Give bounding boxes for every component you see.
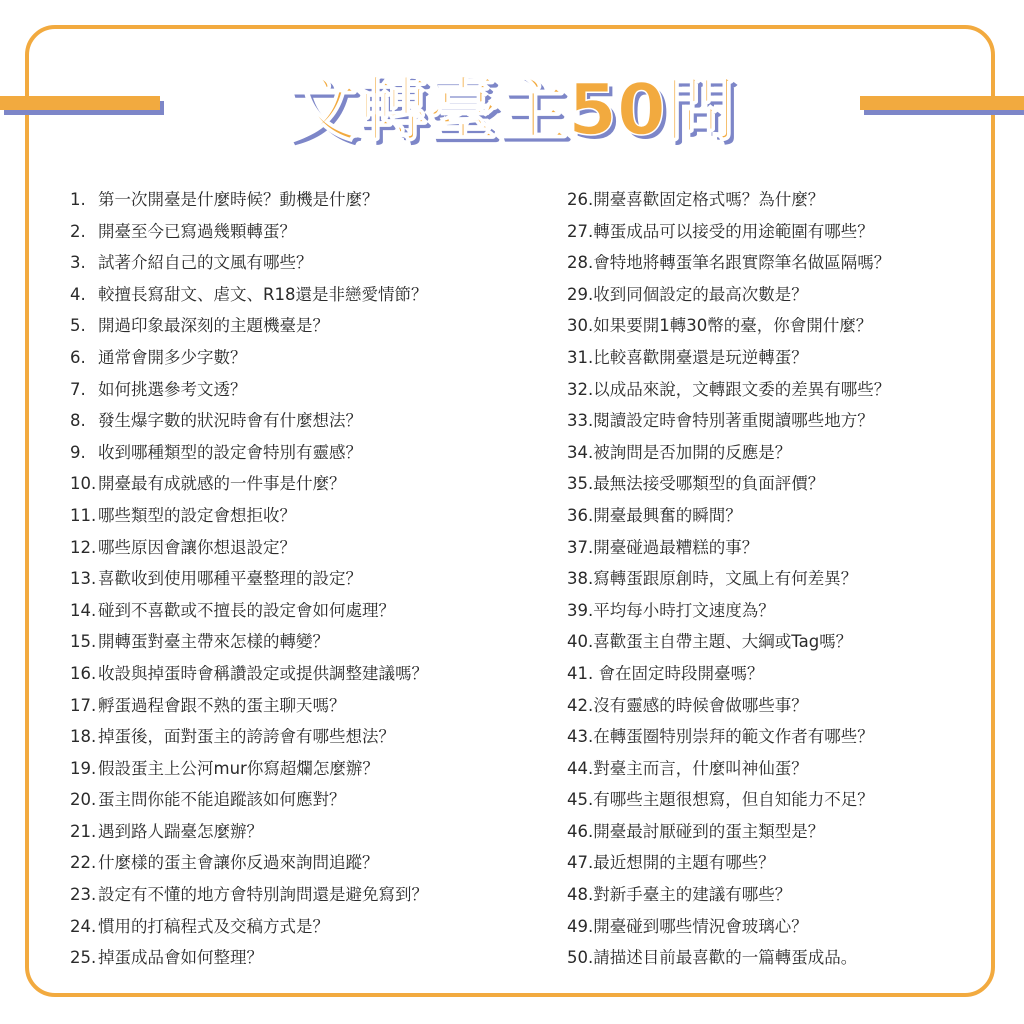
question-number: 41. (567, 663, 594, 683)
question-text: 對新手臺主的建議有哪些？ (593, 885, 792, 905)
question-text: 在轉蛋圈特別崇拜的範文作者有哪些？ (593, 727, 874, 747)
question-text: 以成品來說，文轉跟文委的差異有哪些？ (593, 379, 891, 399)
question-number: 21. (70, 821, 97, 841)
question-number: 27. (567, 221, 594, 241)
question-list-right (567, 184, 987, 974)
question-item (567, 721, 987, 753)
question-text: 哪些類型的設定會想拒收？ (98, 505, 296, 525)
question-item (567, 247, 987, 279)
question-text: 如何挑選參考文透？ (98, 379, 247, 399)
question-item (567, 847, 987, 879)
question-text: 被詢問是否加開的反應是？ (593, 442, 792, 462)
question-text: 第一次開臺是什麼時候？動機是什麼？ (98, 190, 379, 209)
question-number: 14. (70, 600, 97, 620)
question-number: 44. (567, 758, 594, 778)
question-text: 遇到路人踹臺怎麼辦？ (98, 821, 263, 841)
question-text: 轉蛋成品可以接受的用途範圍有哪些？ (593, 221, 874, 241)
question-text: 試著介紹自己的文風有哪些？ (98, 253, 313, 273)
question-number: 11. (70, 505, 97, 525)
question-number: 9. (70, 442, 86, 462)
question-text: 哪些原因會讓你想退設定？ (98, 537, 296, 557)
question-item (70, 595, 510, 627)
question-item (70, 279, 510, 311)
question-item (70, 911, 510, 943)
question-item (70, 405, 510, 437)
question-item (567, 690, 987, 722)
question-text: 設定有不懂的地方會特別詢問還是避免寫到？ (98, 885, 428, 905)
question-item (567, 279, 987, 311)
question-number: 3. (70, 253, 86, 273)
question-number: 32. (567, 379, 594, 399)
question-number: 39. (567, 600, 594, 620)
question-number: 40. (567, 632, 594, 652)
question-item (567, 784, 987, 816)
question-item (567, 500, 987, 532)
question-text: 對臺主而言，什麼叫神仙蛋？ (593, 758, 808, 778)
question-item (567, 342, 987, 374)
question-item (70, 626, 510, 658)
question-item (567, 216, 987, 248)
question-item (70, 690, 510, 722)
question-item (70, 310, 510, 342)
question-number: 7. (70, 379, 86, 399)
question-text: 掉蛋後，面對蛋主的誇誇會有哪些想法？ (98, 727, 395, 747)
question-item (567, 437, 987, 469)
question-text: 收到同個設定的最高次數是？ (593, 284, 808, 304)
question-number: 2. (70, 221, 86, 241)
question-text: 開臺碰過最糟糕的事？ (593, 537, 759, 557)
question-number: 45. (567, 790, 594, 810)
question-text: 慣用的打稿程式及交稿方式是？ (98, 916, 329, 936)
question-number: 29. (567, 284, 594, 304)
question-number: 10. (70, 474, 97, 494)
question-item (70, 879, 510, 911)
question-text: 最無法接受哪類型的負面評價？ (593, 474, 825, 494)
question-number: 24. (70, 916, 97, 936)
question-text: 開臺最有成就感的一件事是什麼？ (98, 474, 346, 494)
question-number: 35. (567, 474, 594, 494)
question-item (70, 816, 510, 848)
question-item (70, 847, 510, 879)
question-text: 有哪些主題很想寫，但自知能力不足？ (593, 790, 874, 810)
page-title: 文轉臺主50問 (288, 69, 736, 151)
question-item (70, 784, 510, 816)
question-number: 31. (567, 347, 594, 367)
question-text: 假設蛋主上公河mur你寫超爛怎麼辦？ (98, 758, 379, 778)
question-item (70, 468, 510, 500)
question-number: 33. (567, 411, 594, 431)
question-item (70, 184, 510, 216)
question-item (567, 658, 987, 690)
question-item (70, 942, 510, 974)
question-item (70, 532, 510, 564)
question-number: 42. (567, 695, 594, 715)
question-text: 收設與掉蛋時會稱讚設定或提供調整建議嗎？ (98, 663, 428, 683)
question-number: 8. (70, 411, 86, 431)
question-text: 會在固定時段開臺嗎？ (593, 663, 764, 683)
question-text: 掉蛋成品會如何整理？ (98, 948, 263, 968)
question-text: 開臺碰到哪些情況會玻璃心？ (593, 916, 808, 936)
question-item (567, 753, 987, 785)
question-item (567, 942, 987, 974)
question-item (567, 184, 987, 216)
question-text: 開轉蛋對臺主帶來怎樣的轉變？ (98, 632, 329, 652)
question-text: 請描述目前最喜歡的一篇轉蛋成品。 (593, 948, 858, 968)
question-text: 平均每小時打文速度為？ (593, 600, 775, 620)
question-number: 49. (567, 916, 594, 936)
question-text: 沒有靈感的時候會做哪些事？ (593, 695, 808, 715)
question-text: 比較喜歡開臺還是玩逆轉蛋？ (593, 347, 808, 367)
question-text: 喜歡收到使用哪種平臺整理的設定？ (98, 569, 362, 589)
question-item (70, 374, 510, 406)
question-number: 22. (70, 853, 97, 873)
question-number: 1. (70, 190, 86, 209)
question-text: 開臺至今已寫過幾顆轉蛋？ (98, 221, 296, 241)
question-number: 28. (567, 253, 594, 273)
question-text: 開過印象最深刻的主題機臺是？ (98, 316, 329, 336)
question-text: 寫轉蛋跟原創時，文風上有何差異？ (593, 569, 858, 589)
question-item (567, 626, 987, 658)
question-text: 通常會開多少字數？ (98, 347, 247, 367)
question-item (70, 721, 510, 753)
question-number: 16. (70, 663, 97, 683)
question-item (70, 342, 510, 374)
question-number: 19. (70, 758, 97, 778)
question-number: 17. (70, 695, 97, 715)
question-item (567, 879, 987, 911)
question-text: 較擅長寫甜文、虐文、R18還是非戀愛情節？ (98, 284, 428, 304)
question-item (70, 216, 510, 248)
question-number: 5. (70, 316, 86, 336)
question-item (70, 658, 510, 690)
question-item (70, 247, 510, 279)
question-item (70, 753, 510, 785)
question-text: 碰到不喜歡或不擅長的設定會如何處理？ (98, 600, 395, 620)
question-number: 37. (567, 537, 594, 557)
question-number: 26. (567, 190, 594, 209)
question-item (567, 310, 987, 342)
question-number: 6. (70, 347, 86, 367)
question-item (567, 563, 987, 595)
question-item (567, 816, 987, 848)
question-text: 蛋主問你能不能追蹤該如何應對？ (98, 790, 346, 810)
question-text: 如果要開1轉30幣的臺，你會開什麼？ (593, 316, 873, 336)
question-list-left (70, 184, 510, 974)
question-number: 46. (567, 821, 594, 841)
question-item (567, 468, 987, 500)
question-text: 開臺喜歡固定格式嗎？為什麼？ (593, 190, 825, 209)
question-number: 50. (567, 948, 594, 968)
question-item (567, 595, 987, 627)
question-text: 喜歡蛋主自帶主題、大綱或Tag嗎？ (593, 632, 853, 652)
question-text: 開臺最討厭碰到的蛋主類型是？ (593, 821, 825, 841)
question-number: 25. (70, 948, 97, 968)
question-number: 20. (70, 790, 97, 810)
question-number: 43. (567, 727, 594, 747)
question-number: 15. (70, 632, 97, 652)
question-item (567, 911, 987, 943)
question-number: 4. (70, 284, 86, 304)
question-number: 12. (70, 537, 97, 557)
question-number: 23. (70, 885, 97, 905)
question-text: 會特地將轉蛋筆名跟實際筆名做區隔嗎？ (593, 253, 891, 273)
question-number: 13. (70, 569, 97, 589)
question-text: 孵蛋過程會跟不熟的蛋主聊天嗎？ (98, 695, 346, 715)
question-text: 開臺最興奮的瞬間？ (593, 505, 742, 525)
question-text: 最近想開的主題有哪些？ (593, 853, 775, 873)
question-number: 30. (567, 316, 594, 336)
question-item (70, 563, 510, 595)
question-text: 收到哪種類型的設定會特別有靈感？ (98, 442, 362, 462)
question-text: 閱讀設定時會特別著重閱讀哪些地方？ (593, 411, 874, 431)
question-item (70, 437, 510, 469)
question-text: 發生爆字數的狀況時會有什麼想法？ (98, 411, 362, 431)
question-number: 36. (567, 505, 594, 525)
question-number: 48. (567, 885, 594, 905)
question-item (567, 405, 987, 437)
question-item (567, 374, 987, 406)
question-number: 34. (567, 442, 594, 462)
question-item (567, 532, 987, 564)
question-number: 47. (567, 853, 594, 873)
question-item (70, 500, 510, 532)
question-number: 18. (70, 727, 97, 747)
question-number: 38. (567, 569, 594, 589)
question-text: 什麼樣的蛋主會讓你反過來詢問追蹤？ (98, 853, 379, 873)
